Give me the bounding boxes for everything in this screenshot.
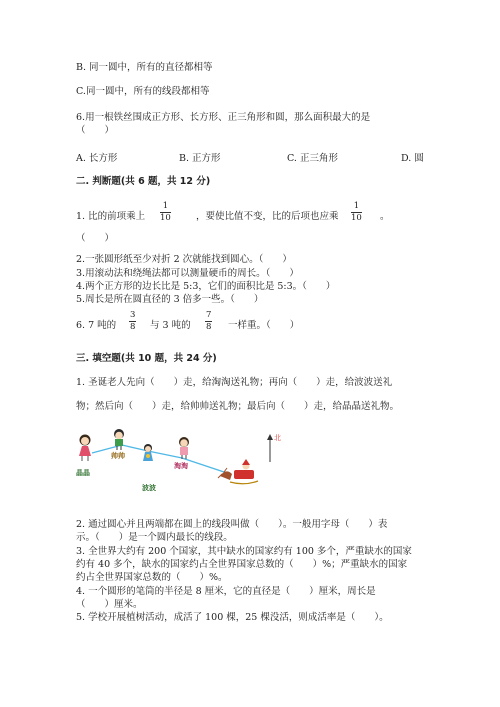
judge-q6-text-b: 与 3 吨的: [150, 320, 191, 331]
q6-option-c: C. 正三角形: [287, 153, 338, 164]
santa-sleigh-icon: [218, 459, 258, 484]
judge-q1-fraction-1: $\frac{1}{10}$: [160, 201, 171, 223]
judge-q1-text-a: 1. 比的前项乘上: [76, 211, 146, 222]
fill-q3-line2: 约有 40 多个，缺水的国家约占全世界国家总数的（ ）%；严重缺水的国家: [76, 559, 408, 570]
path-taotao-santa: [182, 458, 230, 474]
north-arrow-icon: [267, 434, 273, 462]
judge-q6-text-a: 6. 7 吨的: [76, 320, 117, 331]
judge-q6-fraction-1: $\frac{3}{8}$: [130, 310, 136, 332]
judge-q1-text-b: ，要使比值不变，比的后项也应乘: [196, 211, 339, 222]
judge-q1-fraction-2: $\frac{1}{10}$: [351, 201, 362, 223]
q6-option-d: D. 圆: [401, 153, 424, 164]
q6-question-line1: 6.用一根铁丝围成正方形、长方形、正三角形和圆，那么面积最大的是: [76, 112, 371, 123]
fill-q3-line1: 3. 全世界大约有 200 个国家，其中缺水的国家约有 100 多个，严重缺水的国家: [76, 546, 412, 557]
judge-q3: 3.用滚动法和绕绳法都可以测量硬币的周长。（ ）: [76, 268, 299, 279]
section-title-fill-blank: 三. 填空题(共 10 题，共 24 分): [76, 353, 217, 364]
fill-q4-line1: 4. 一个圆形的笔筒的半径是 8 厘米，它的直径是（ ）厘米，周长是: [76, 586, 376, 597]
taotao-figure-icon: [179, 437, 189, 459]
judge-q5: 5.周长是所在圆直径的 3 倍多一些。（ ）: [76, 294, 264, 305]
label-shuaishuai: 帅帅: [111, 452, 125, 460]
north-label: 北: [274, 434, 281, 442]
fill-q2-line1: 2. 通过圆心并且两端都在圆上的线段叫做（ ）。一般用字母（ ）表: [76, 519, 388, 530]
jingjing-figure-icon: [79, 435, 91, 462]
fill-q5: 5. 学校开展植树活动，成活了 100 棵，25 棵没活，则成活率是（ ）。: [76, 612, 389, 623]
judge-q1-answer: （ ）: [76, 233, 115, 244]
judge-q1-end: 。: [380, 211, 390, 222]
fill-q1-line1: 1. 圣诞老人先向（ ）走，给淘淘送礼物；再向（ ）走，给波波送礼: [76, 377, 393, 388]
label-jingjing: 晶晶: [76, 469, 90, 477]
path-bobo-taotao: [148, 451, 182, 458]
fill-q4-line2: （ ）厘米。: [76, 599, 143, 610]
bobo-figure-icon: [143, 444, 153, 461]
q5-option-b: B. 同一圆中，所有的直径都相等: [76, 62, 213, 73]
q6-option-a: A. 长方形: [76, 153, 118, 164]
q5-option-c: C.同一圆中，所有的线段都相等: [76, 86, 210, 97]
fill-q3-line3: 约占全世界国家总数的（ ）%。: [76, 572, 228, 583]
label-bobo: 波波: [142, 484, 156, 492]
q6-option-b: B. 正方形: [179, 153, 221, 164]
judge-q2: 2.一张圆形纸至少对折 2 次就能找到圆心。（ ）: [76, 254, 292, 265]
fill-q1-line2: 物；然后向（ ）走，给帅帅送礼物；最后向（ ）走，给晶晶送礼物。: [76, 401, 400, 412]
judge-q6-fraction-2: $\frac{7}{8}$: [206, 310, 212, 332]
judge-q4: 4.两个正方形的边长比是 5:3，它们的面积比是 5:3。（ ）: [76, 281, 336, 292]
label-taotao: 淘淘: [174, 462, 188, 470]
fill-q2-line2: 示。（ ）是一个圆内最长的线段。: [76, 532, 233, 543]
q6-question-line2: （ ）: [76, 125, 115, 136]
direction-map-illustration: [70, 428, 290, 496]
section-title-judgement: 二. 判断题(共 6 题，共 12 分): [76, 176, 211, 187]
judge-q6-text-c: 一样重。（ ）: [228, 320, 300, 331]
